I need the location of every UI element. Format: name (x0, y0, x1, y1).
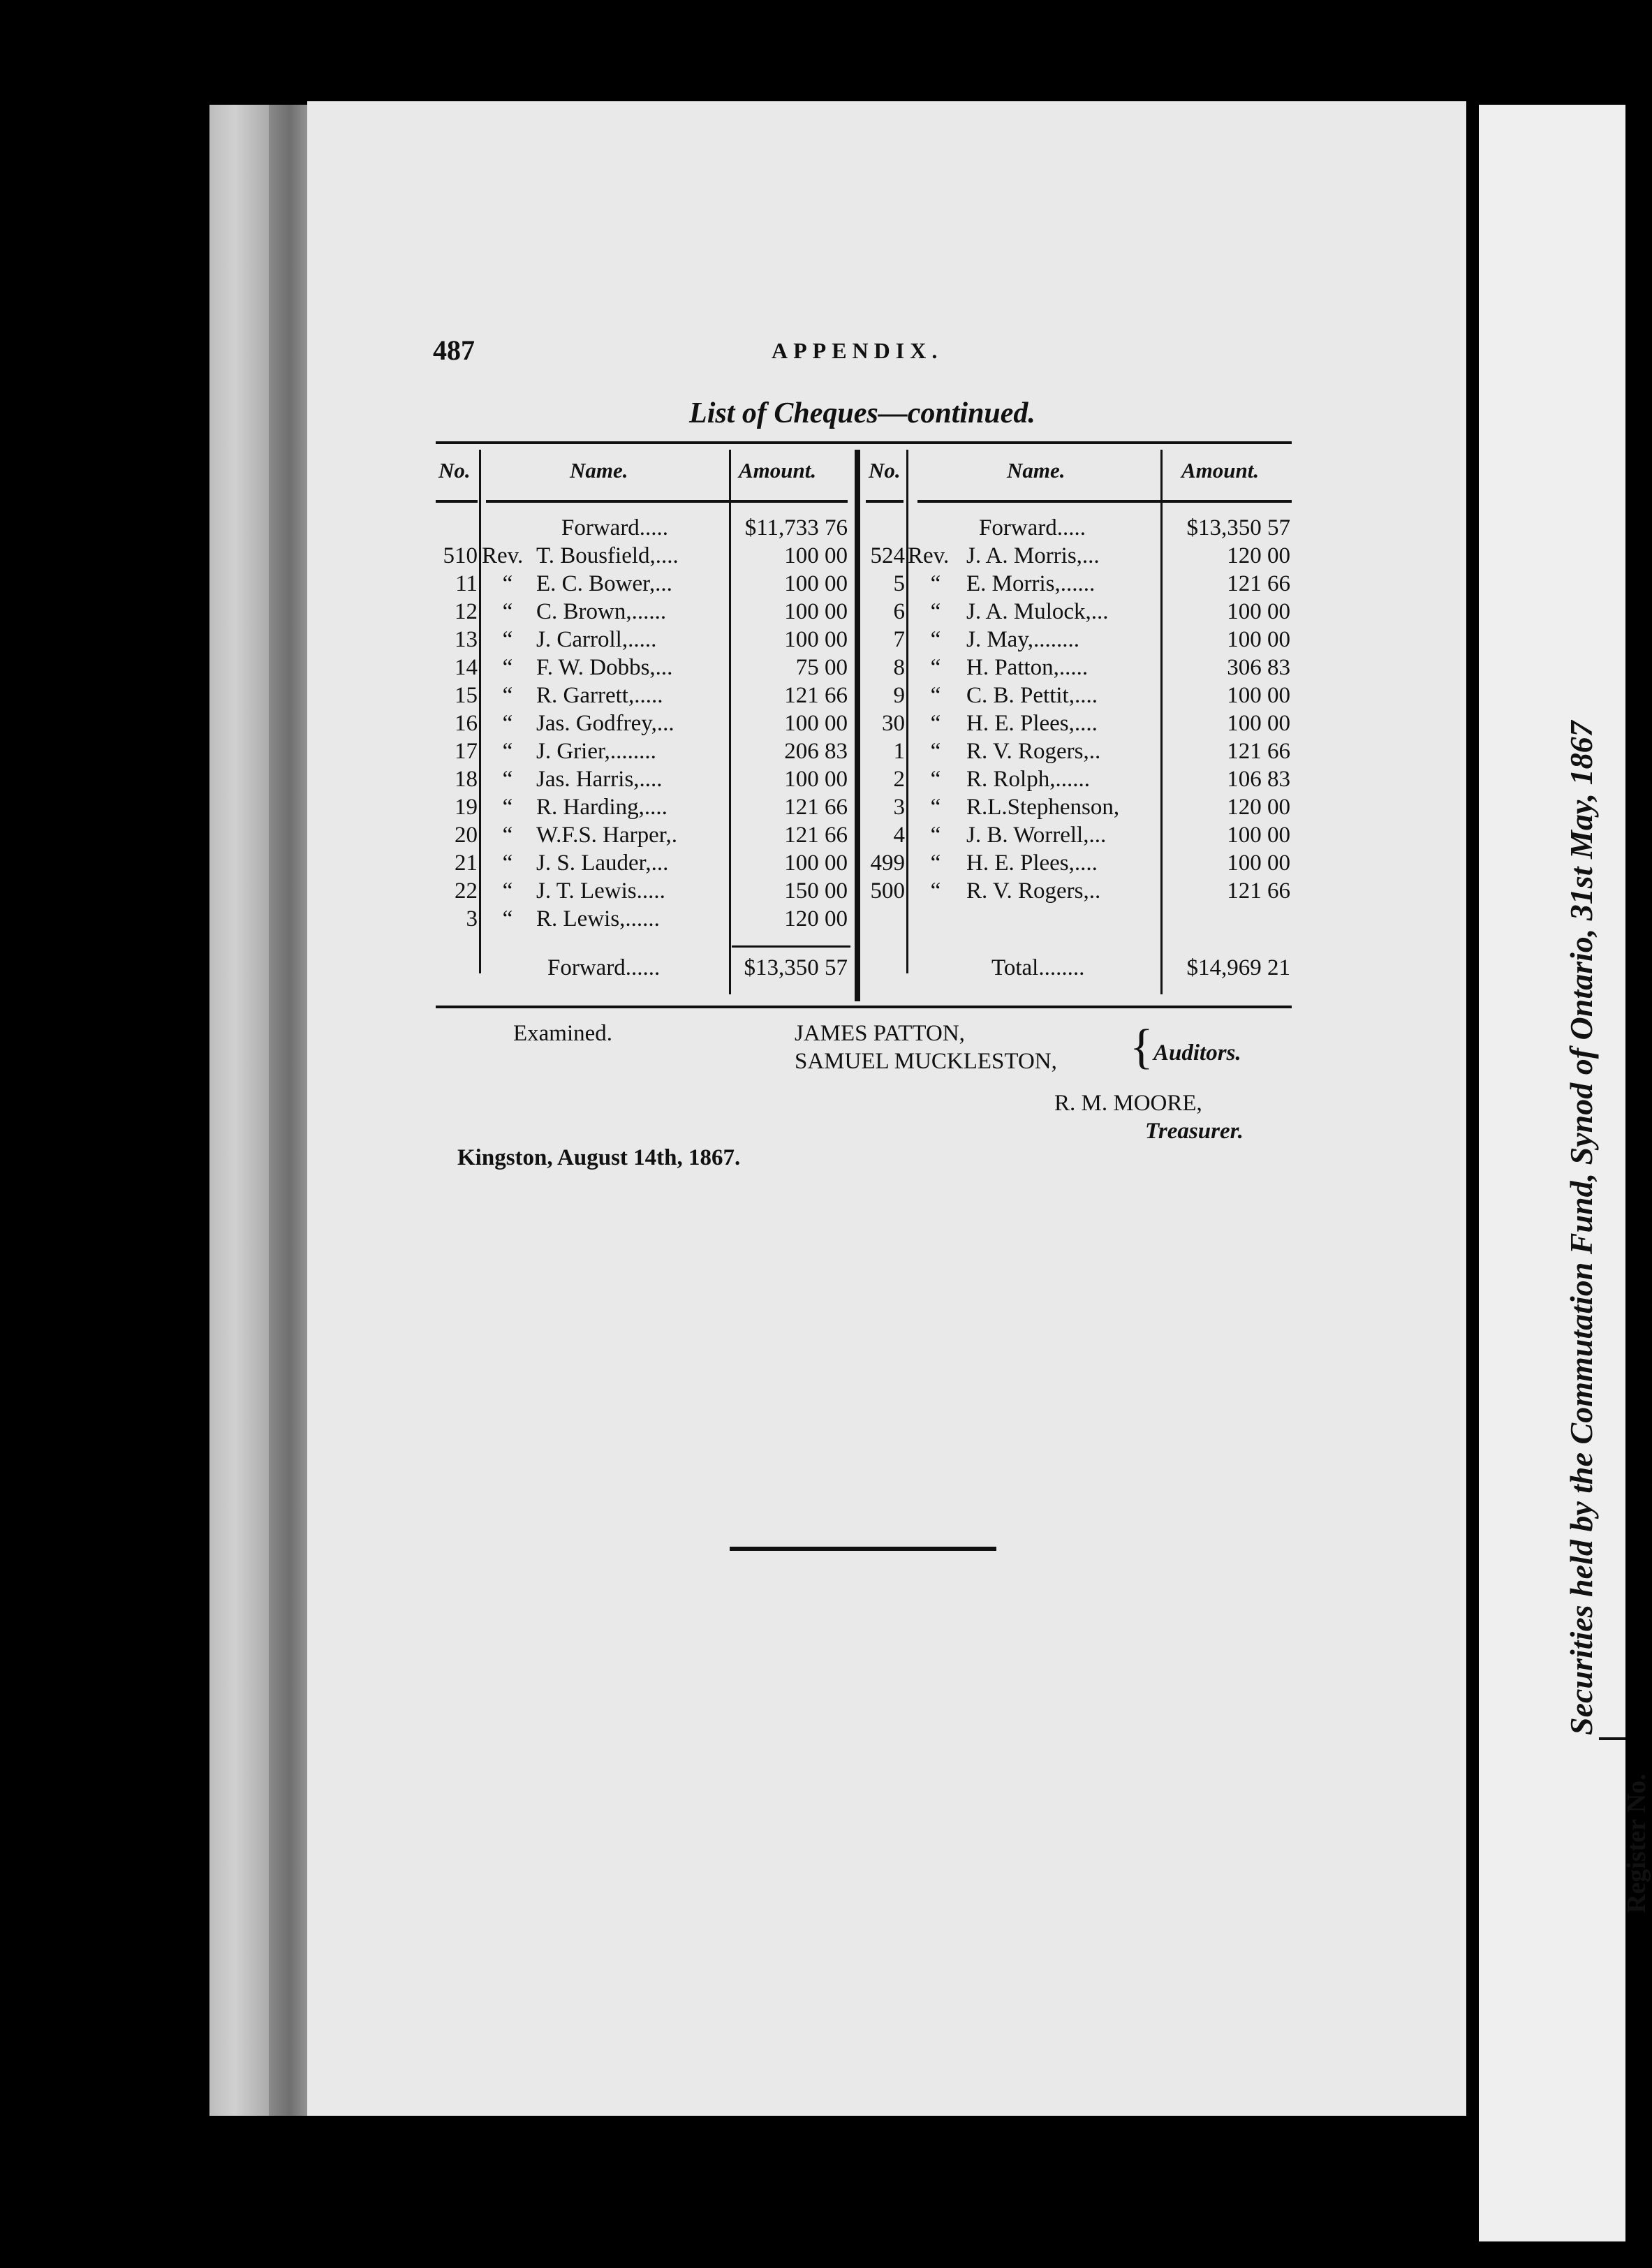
book-edge-left (209, 105, 272, 2116)
forward-amount: $11,733 76 (744, 515, 848, 540)
title-prefix: “ (930, 683, 941, 708)
header-amount-left: Amount. (739, 458, 817, 483)
treasurer-title: Treasurer. (1145, 1119, 1244, 1144)
table-row (436, 737, 855, 765)
title-prefix: “ (502, 655, 513, 680)
table-row (436, 542, 855, 570)
title-prefix: “ (502, 795, 513, 820)
cheque-number: 11 (455, 571, 478, 596)
cheque-amount: 120 00 (1227, 543, 1290, 568)
table-row (855, 849, 1292, 877)
cheque-amount: 100 00 (784, 571, 848, 596)
title-prefix: “ (502, 683, 513, 708)
cheque-number: 3 (893, 795, 905, 820)
cheque-number: 6 (893, 599, 905, 624)
table-row (436, 626, 855, 654)
facing-page-fragment: Register No. (1622, 1774, 1651, 1913)
payee-name: J. T. Lewis..... (536, 878, 665, 904)
payee-name: J. A. Mulock,... (966, 599, 1109, 624)
cheque-number: 22 (455, 878, 478, 904)
table-row (855, 877, 1292, 905)
header-name-left: Name. (570, 458, 628, 483)
forward-label: Forward..... (979, 515, 1086, 540)
title-prefix: “ (502, 711, 513, 736)
cheque-number: 510 (443, 543, 478, 568)
cheque-amount: 100 00 (1227, 683, 1290, 708)
cheque-number: 4 (893, 823, 905, 848)
subtotal-rule (732, 945, 850, 948)
table-row (855, 954, 1292, 982)
cheque-amount: 100 00 (1227, 850, 1290, 876)
cheque-number: 16 (455, 711, 478, 736)
payee-name: J. S. Lauder,... (536, 850, 669, 876)
table-row (436, 877, 855, 905)
running-title: APPENDIX. (772, 338, 943, 363)
cheque-number: 9 (893, 683, 905, 708)
table-row (436, 765, 855, 793)
cheque-number: 12 (455, 599, 478, 624)
header-rule (917, 500, 1170, 503)
cheque-table (436, 441, 1292, 1008)
cheque-amount: 121 66 (1227, 739, 1290, 764)
cheque-number: 524 (870, 543, 905, 568)
payee-name: R. Garrett,..... (536, 683, 663, 708)
facing-page-title: Securities held by the Commutation Fund, Synod of Ontario, 31st May, 1867 (1563, 721, 1599, 1735)
cheque-amount: 121 66 (784, 683, 848, 708)
table-row (855, 737, 1292, 765)
table-row (855, 793, 1292, 821)
header-rule (866, 500, 904, 503)
title-prefix: “ (930, 739, 941, 764)
table-row (855, 542, 1292, 570)
table-row (436, 793, 855, 821)
cheque-amount: 100 00 (1227, 627, 1290, 652)
header-no-right: No. (869, 458, 901, 483)
cheque-amount: 121 66 (784, 795, 848, 820)
title-prefix: “ (502, 878, 513, 904)
cheque-number: 15 (455, 683, 478, 708)
cheque-number: 20 (455, 823, 478, 848)
title-prefix: “ (502, 571, 513, 596)
cheque-number: 500 (870, 878, 905, 904)
title-prefix: “ (930, 795, 941, 820)
payee-name: J. Carroll,..... (536, 627, 657, 652)
cheque-number: 7 (893, 627, 905, 652)
place-date: Kingston, August 14th, 1867. (457, 1145, 741, 1170)
examined-label: Examined. (513, 1021, 613, 1046)
table-row (436, 709, 855, 737)
cheque-amount: 100 00 (784, 711, 848, 736)
cheque-number: 3 (466, 906, 478, 932)
cheque-number: 17 (455, 739, 478, 764)
payee-name: C. Brown,...... (536, 599, 667, 624)
cheque-amount: 120 00 (784, 906, 848, 932)
forward-label: Forward..... (561, 515, 669, 540)
payee-name: R. Rolph,...... (966, 767, 1090, 792)
payee-name: R. Harding,.... (536, 795, 668, 820)
table-row (855, 654, 1292, 682)
payee-name: E. C. Bower,... (536, 571, 672, 596)
cheque-amount: 150 00 (784, 878, 848, 904)
payee-name: H. E. Plees,.... (966, 711, 1098, 736)
title-prefix: “ (502, 823, 513, 848)
title-prefix: “ (502, 627, 513, 652)
table-row (436, 905, 855, 933)
title-prefix: “ (930, 655, 941, 680)
payee-name: R.L.Stephenson, (966, 795, 1120, 820)
cheque-number: 14 (455, 655, 478, 680)
header-no-left: No. (438, 458, 471, 483)
cheque-number: 30 (882, 711, 905, 736)
table-caption: List of Cheques—continued. (689, 397, 1035, 429)
cheque-number: 1 (893, 739, 905, 764)
title-prefix: “ (502, 767, 513, 792)
table-row (855, 821, 1292, 849)
table-row (436, 514, 855, 542)
table-row (855, 682, 1292, 709)
payee-name: Jas. Godfrey,... (536, 711, 674, 736)
title-prefix: “ (930, 850, 941, 876)
title-prefix: Rev. (482, 543, 524, 568)
title-prefix: “ (930, 571, 941, 596)
title-prefix: “ (930, 878, 941, 904)
payee-name: J. A. Morris,... (966, 543, 1100, 568)
cheque-amount: 100 00 (1227, 711, 1290, 736)
cheque-amount: 100 00 (784, 599, 848, 624)
title-prefix: Rev. (908, 543, 950, 568)
title-prefix: “ (930, 711, 941, 736)
table-row (436, 849, 855, 877)
table-row (855, 514, 1292, 542)
title-prefix: “ (502, 599, 513, 624)
total-label: Total........ (991, 955, 1085, 980)
facing-page (1479, 105, 1625, 2241)
payee-name: J. B. Worrell,... (966, 823, 1107, 848)
cheque-number: 8 (893, 655, 905, 680)
cheque-number: 19 (455, 795, 478, 820)
title-prefix: “ (502, 906, 513, 932)
cheque-amount: 121 66 (1227, 878, 1290, 904)
title-prefix: “ (930, 767, 941, 792)
table-row (436, 954, 855, 982)
payee-name: E. Morris,...... (966, 571, 1096, 596)
payee-name: J. May,........ (966, 627, 1079, 652)
cheque-amount: 120 00 (1227, 795, 1290, 820)
cheque-number: 13 (455, 627, 478, 652)
table-row (855, 626, 1292, 654)
header-rule (1165, 500, 1292, 503)
table-row (855, 765, 1292, 793)
payee-name: F. W. Dobbs,... (536, 655, 673, 680)
header-rule (486, 500, 746, 503)
header-rule (732, 500, 848, 503)
cheque-amount: 100 00 (784, 767, 848, 792)
header-name-right: Name. (1007, 458, 1065, 483)
cheque-amount: 100 00 (1227, 823, 1290, 848)
payee-name: W.F.S. Harper,. (536, 823, 677, 848)
running-head (433, 334, 964, 376)
payee-name: J. Grier,........ (536, 739, 656, 764)
cheque-amount: 100 00 (784, 850, 848, 876)
cheque-number: 2 (893, 767, 905, 792)
total-amount: $14,969 21 (1186, 955, 1290, 980)
table-row (855, 709, 1292, 737)
header-rule (436, 500, 478, 503)
end-rule (730, 1547, 996, 1551)
payee-name: R. Lewis,...... (536, 906, 660, 932)
cheque-amount: 306 83 (1227, 655, 1290, 680)
page-number: 487 (433, 334, 475, 366)
cheque-number: 18 (455, 767, 478, 792)
auditors-label: Auditors. (1153, 1040, 1241, 1066)
table-row (855, 598, 1292, 626)
cheque-amount: 106 83 (1227, 767, 1290, 792)
payee-name: Jas. Harris,.... (536, 767, 663, 792)
cheque-amount: 121 66 (1227, 571, 1290, 596)
title-prefix: “ (502, 739, 513, 764)
book-edge-band (269, 105, 311, 2116)
cheque-amount: 75 00 (795, 655, 848, 680)
payee-name: C. B. Pettit,.... (966, 683, 1098, 708)
auditors-brace: { (1130, 1020, 1153, 1074)
forward-amount: $13,350 57 (1186, 515, 1290, 540)
table-row (436, 682, 855, 709)
header-amount-right: Amount. (1181, 458, 1260, 483)
cheque-amount: 121 66 (784, 823, 848, 848)
title-prefix: “ (930, 599, 941, 624)
facing-page-rule (1599, 1737, 1625, 1740)
cheque-amount: 206 83 (784, 739, 848, 764)
table-row (855, 570, 1292, 598)
payee-name: H. Patton,..... (966, 655, 1089, 680)
cheque-amount: 100 00 (784, 543, 848, 568)
auditor-name: SAMUEL MUCKLESTON, (795, 1049, 1057, 1074)
forward-amount: $13,350 57 (744, 955, 848, 980)
cheque-number: 21 (455, 850, 478, 876)
table-row (436, 654, 855, 682)
table-row (436, 598, 855, 626)
cheque-amount: 100 00 (1227, 599, 1290, 624)
payee-name: R. V. Rogers,.. (966, 878, 1101, 904)
table-row (436, 570, 855, 598)
title-prefix: “ (502, 850, 513, 876)
cheque-number: 499 (870, 850, 905, 876)
auditor-name: JAMES PATTON, (795, 1021, 965, 1046)
table-row (436, 821, 855, 849)
title-prefix: “ (930, 627, 941, 652)
forward-label: Forward...... (547, 955, 661, 980)
payee-name: T. Bousfield,.... (536, 543, 679, 568)
cheque-amount: 100 00 (784, 627, 848, 652)
cheque-number: 5 (893, 571, 905, 596)
payee-name: H. E. Plees,.... (966, 850, 1098, 876)
payee-name: R. V. Rogers,.. (966, 739, 1101, 764)
title-prefix: “ (930, 823, 941, 848)
treasurer-name: R. M. MOORE, (1054, 1091, 1202, 1116)
